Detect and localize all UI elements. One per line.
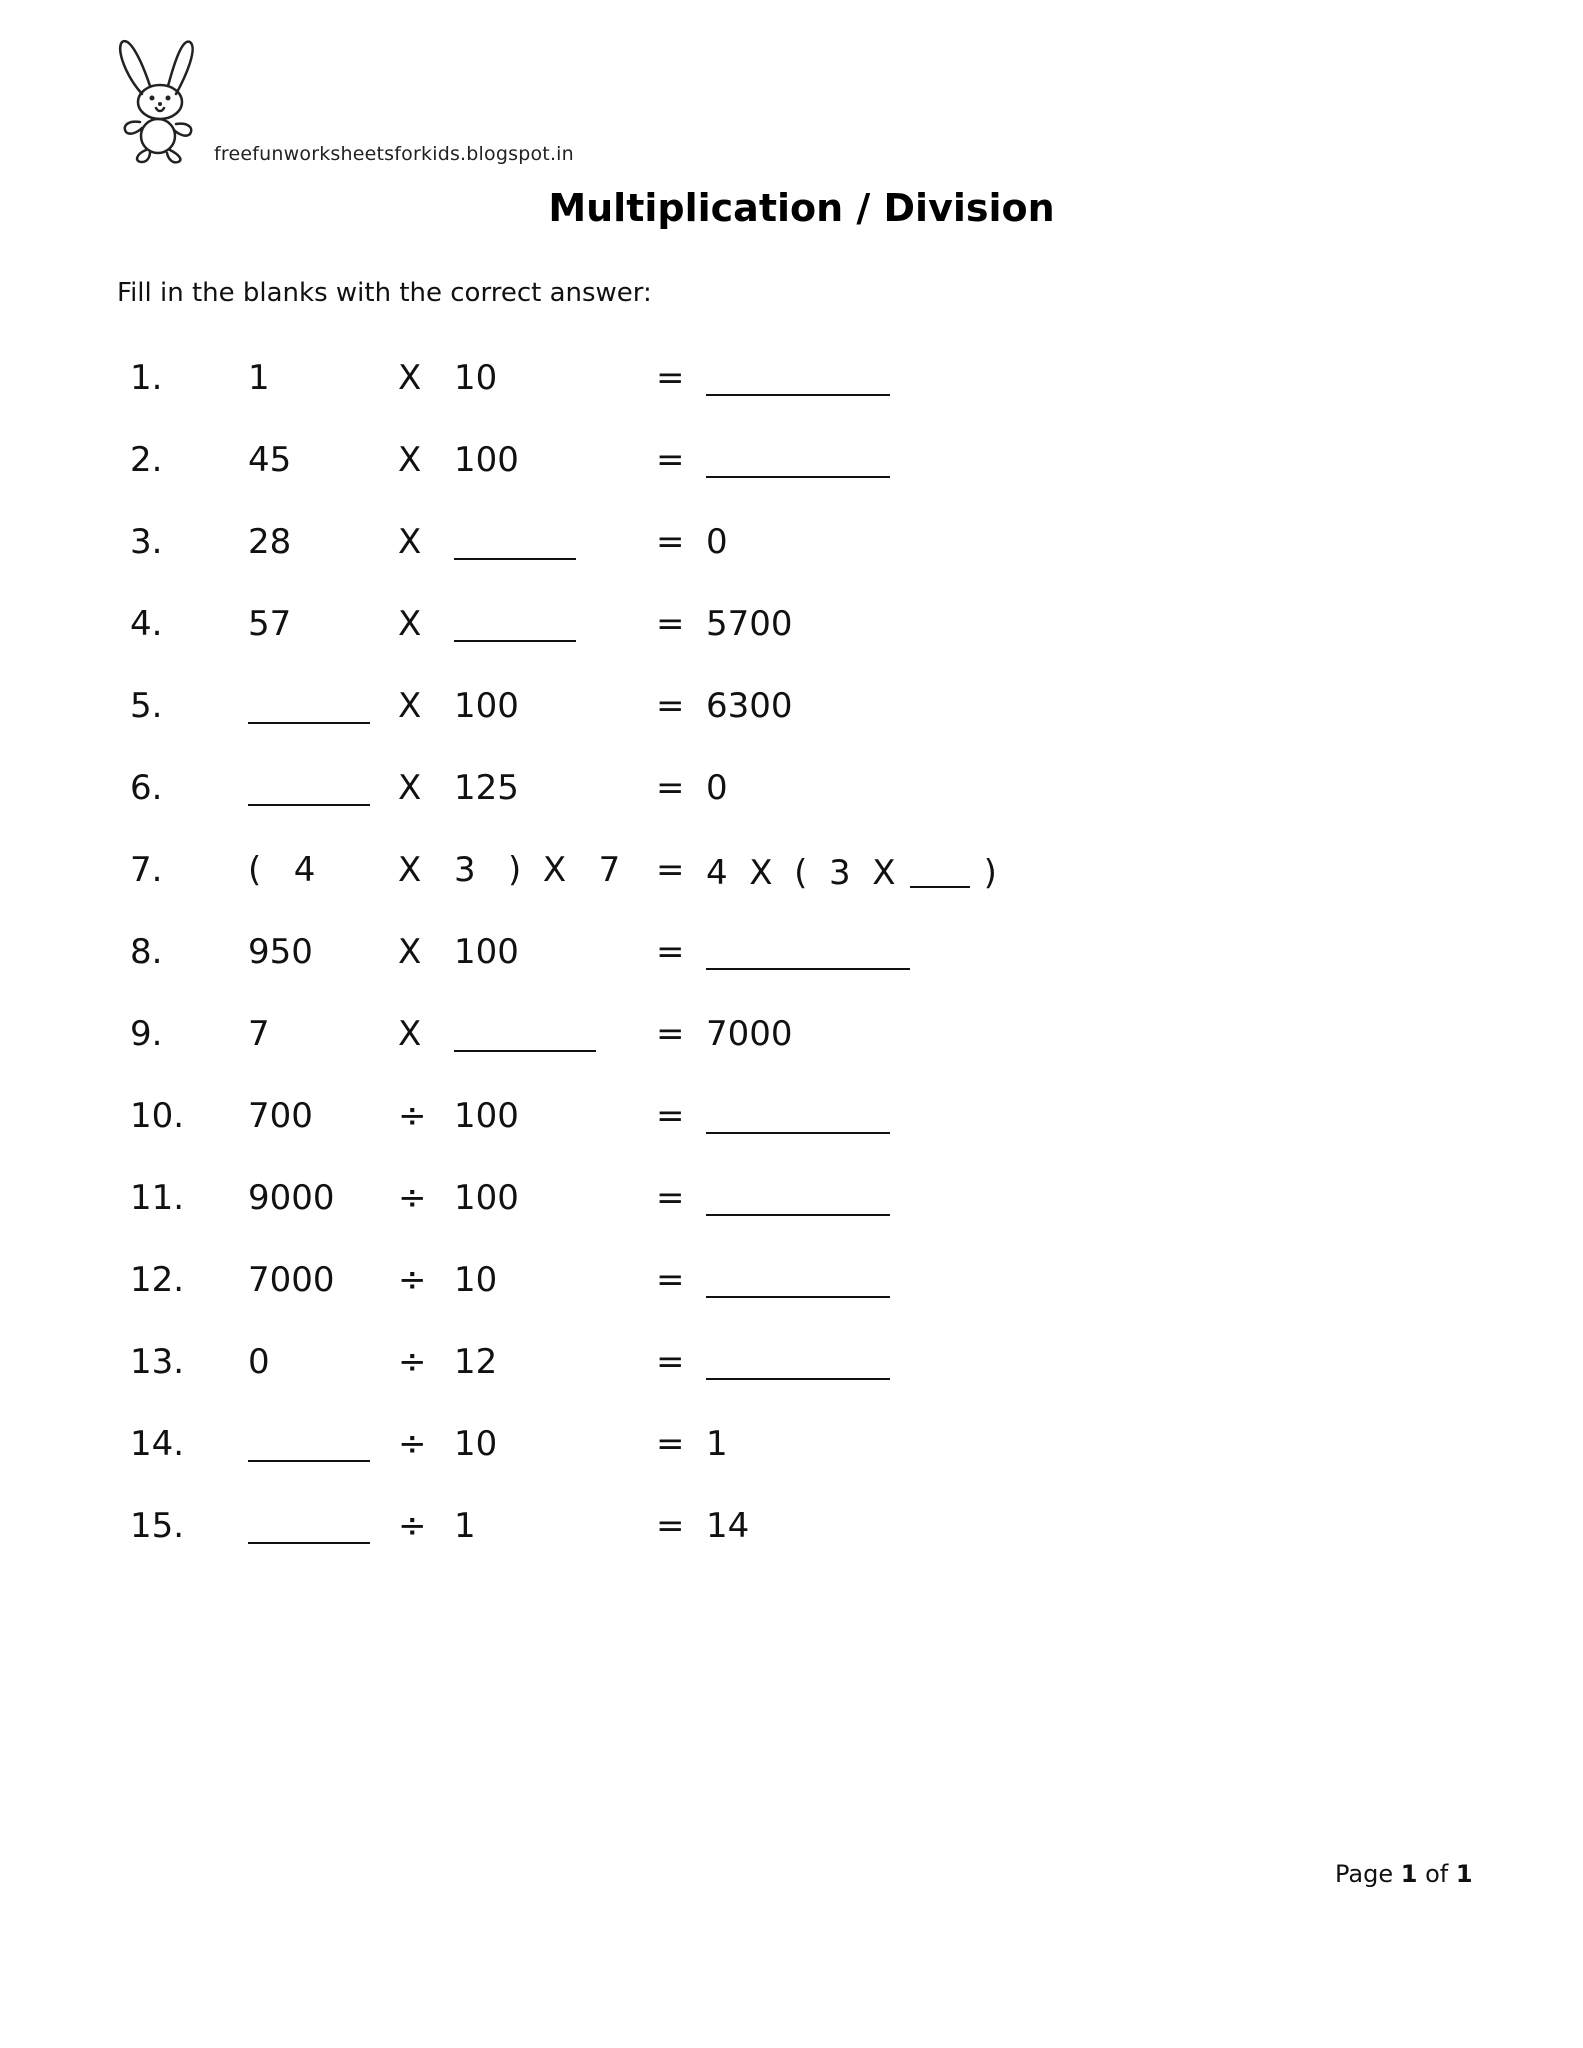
problem-row: [0, 1496, 1583, 1556]
result-tail: ): [983, 853, 997, 893]
answer-blank[interactable]: [706, 932, 910, 970]
operator: X: [398, 932, 422, 972]
operator: X: [398, 686, 422, 726]
problem-row: [0, 676, 1583, 736]
equals-sign: =: [656, 1342, 685, 1382]
answer-blank[interactable]: [454, 604, 576, 642]
first-operand[interactable]: [248, 768, 370, 811]
equals-sign: =: [656, 522, 685, 562]
result: 1: [706, 1424, 728, 1464]
problem-number: 10.: [130, 1096, 185, 1136]
equals-sign: =: [656, 1096, 685, 1136]
first-operand: 7: [248, 1014, 270, 1054]
operator: X: [398, 850, 422, 890]
answer-blank[interactable]: [706, 1260, 890, 1298]
result[interactable]: [706, 1342, 890, 1385]
result-text: 4 X ( 3 X: [706, 853, 896, 893]
problem-number: 6.: [130, 768, 163, 808]
first-operand: ( 4: [248, 850, 316, 890]
problem-row: [0, 430, 1583, 490]
second-operand: 100: [454, 1096, 519, 1136]
answer-blank[interactable]: [706, 358, 890, 396]
answer-blank[interactable]: [454, 1014, 596, 1052]
operator: ÷: [398, 1342, 427, 1382]
first-operand: 7000: [248, 1260, 335, 1300]
second-operand: 10: [454, 358, 498, 398]
problem-number: 14.: [130, 1424, 185, 1464]
answer-blank[interactable]: [248, 686, 370, 724]
result[interactable]: [706, 440, 890, 483]
second-operand: 100: [454, 686, 519, 726]
second-operand[interactable]: [454, 1014, 596, 1057]
equals-sign: =: [656, 358, 685, 398]
problem-number: 5.: [130, 686, 163, 726]
second-operand: 100: [454, 932, 519, 972]
answer-blank[interactable]: [706, 440, 890, 478]
equals-sign: =: [656, 1178, 685, 1218]
answer-blank[interactable]: [454, 522, 576, 560]
equals-sign: =: [656, 1506, 685, 1546]
problem-number: 4.: [130, 604, 163, 644]
first-operand: 45: [248, 440, 292, 480]
second-operand: 100: [454, 1178, 519, 1218]
problem-number: 1.: [130, 358, 163, 398]
result[interactable]: [706, 1260, 890, 1303]
first-operand: 700: [248, 1096, 313, 1136]
equals-sign: =: [656, 1260, 685, 1300]
second-operand: 1: [454, 1506, 476, 1546]
first-operand: 1: [248, 358, 270, 398]
problem-row: [0, 922, 1583, 982]
result[interactable]: [706, 358, 890, 401]
operator: X: [398, 522, 422, 562]
first-operand[interactable]: [248, 1424, 370, 1467]
result: 0: [706, 522, 728, 562]
first-operand: 28: [248, 522, 292, 562]
result[interactable]: [706, 1178, 890, 1221]
problem-number: 13.: [130, 1342, 185, 1382]
operator: ÷: [398, 1424, 427, 1464]
second-operand[interactable]: [454, 522, 576, 565]
of-word: of: [1425, 1860, 1449, 1888]
problem-number: 8.: [130, 932, 163, 972]
result: [706, 850, 997, 893]
first-operand: 57: [248, 604, 292, 644]
equals-sign: =: [656, 686, 685, 726]
problem-number: 9.: [130, 1014, 163, 1054]
page-word: Page: [1335, 1860, 1394, 1888]
operator: X: [398, 604, 422, 644]
answer-blank[interactable]: [248, 768, 370, 806]
problem-row: [0, 1086, 1583, 1146]
site-url: freefunworksheetsforkids.blogspot.in: [214, 143, 574, 165]
result[interactable]: [706, 932, 910, 975]
operator: ÷: [398, 1260, 427, 1300]
equals-sign: =: [656, 1014, 685, 1054]
problem-number: 12.: [130, 1260, 185, 1300]
equals-sign: =: [656, 1424, 685, 1464]
operator: ÷: [398, 1096, 427, 1136]
problem-row: [0, 594, 1583, 654]
problem-number: 15.: [130, 1506, 185, 1546]
problem-number: 11.: [130, 1178, 185, 1218]
second-operand[interactable]: [454, 604, 576, 647]
second-operand: 10: [454, 1424, 498, 1464]
instructions-text: Fill in the blanks with the correct answer:: [117, 278, 652, 308]
total-pages: 1: [1455, 1860, 1473, 1888]
result: 0: [706, 768, 728, 808]
problem-row: [0, 348, 1583, 408]
answer-blank[interactable]: [706, 1342, 890, 1380]
result: 7000: [706, 1014, 793, 1054]
result: 6300: [706, 686, 793, 726]
operator: X: [398, 440, 422, 480]
page-title: Multiplication / Division: [548, 186, 1055, 230]
operator: X: [398, 768, 422, 808]
problem-row: [0, 1168, 1583, 1228]
problem-number: 2.: [130, 440, 163, 480]
second-operand: 10: [454, 1260, 498, 1300]
problem-number: 7.: [130, 850, 163, 890]
first-operand[interactable]: [248, 1506, 370, 1549]
result: 5700: [706, 604, 793, 644]
first-operand: 9000: [248, 1178, 335, 1218]
page-number: [1335, 1860, 1473, 1888]
operator: ÷: [398, 1506, 427, 1546]
current-page: 1: [1400, 1860, 1418, 1888]
problem-row: [0, 1250, 1583, 1310]
equals-sign: =: [656, 932, 685, 972]
problem-row: [0, 1414, 1583, 1474]
answer-blank[interactable]: [706, 1096, 890, 1134]
operator: X: [398, 358, 422, 398]
second-operand: 12: [454, 1342, 498, 1382]
problem-row: [0, 512, 1583, 572]
operator: X: [398, 1014, 422, 1054]
equals-sign: =: [656, 768, 685, 808]
answer-blank[interactable]: [248, 1506, 370, 1544]
result[interactable]: [706, 1096, 890, 1139]
equals-sign: =: [656, 850, 685, 890]
first-operand[interactable]: [248, 686, 370, 729]
problem-row: [0, 840, 1583, 900]
problem-number: 3.: [130, 522, 163, 562]
equals-sign: =: [656, 604, 685, 644]
problem-row: [0, 758, 1583, 818]
problem-row: [0, 1332, 1583, 1392]
first-operand: 0: [248, 1342, 270, 1382]
second-operand: 3 ) X 7: [454, 850, 621, 890]
result: 14: [706, 1506, 750, 1546]
answer-blank[interactable]: [706, 1178, 890, 1216]
answer-blank[interactable]: [248, 1424, 370, 1462]
problem-row: [0, 1004, 1583, 1064]
bunny-logo-icon: [112, 36, 212, 166]
answer-blank[interactable]: [910, 850, 970, 888]
second-operand: 125: [454, 768, 519, 808]
second-operand: 100: [454, 440, 519, 480]
equals-sign: =: [656, 440, 685, 480]
operator: ÷: [398, 1178, 427, 1218]
first-operand: 950: [248, 932, 313, 972]
